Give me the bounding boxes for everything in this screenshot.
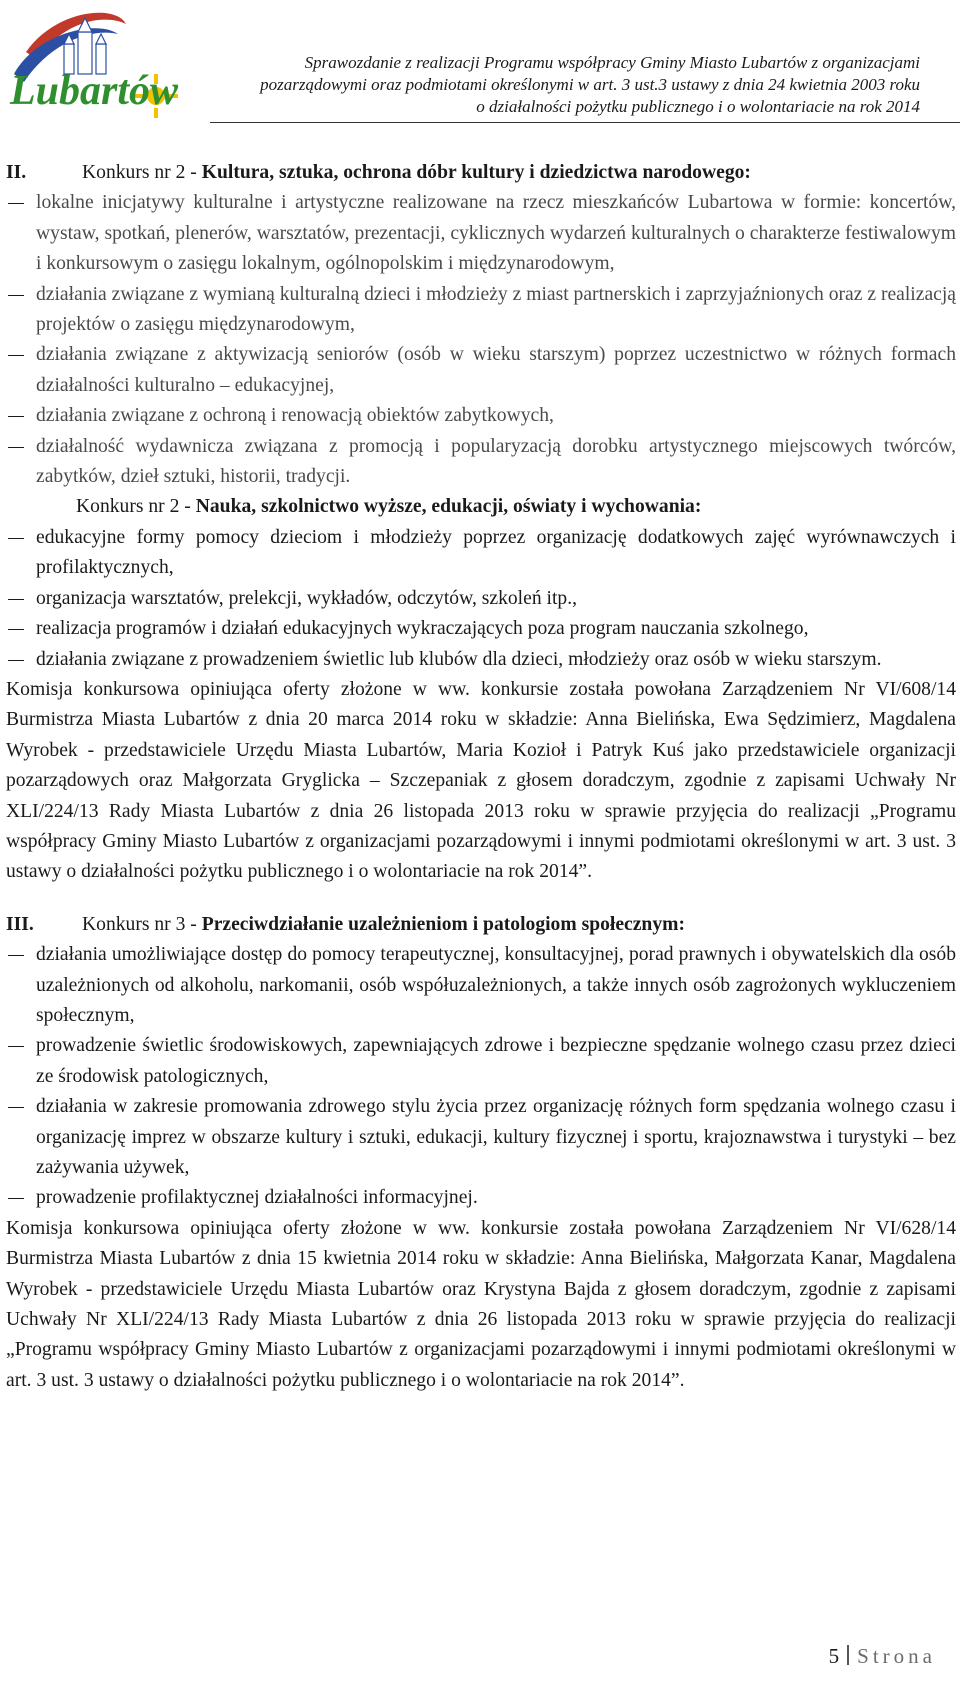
list-item: działania związane z prowadzeniem świetlic lub klubów dla dzieci, młodzieży oraz osób w wieku starszym. [6,645,956,675]
section-2-sub-title: Nauka, szkolnictwo wyższe, edukacji, oświaty i wychowania: [195,496,702,518]
list-item: działalność wydawnicza związana z promocją i popularyzacją dorobku artystycznego miejscowych twórców, zabytków, dzieł sztuki, historii, tradycji. [6,432,956,493]
section-3-number: III. [6,913,34,935]
section-2-heading [6,158,956,188]
section-3-commission-paragraph: Komisja konkursowa opiniująca oferty złożone w ww. konkursie została powołana Zarządzeniem Nr VI/628/14 Burmistrza Miasta Lubartów z dnia 15 kwietnia 2014 roku w składzie: Anna Bielińska, Małgorzata Kanar, Magdalena Wyrobek - przedstawiciele Urzędu Miasta Lubartów oraz Krystyna Bajda z głosem doradczym, zgodnie z zapisami Uchwały Nr XLI/224/13 Rady Miasta Lubartów z dnia 26 listopada 2013 roku w sprawie przyjęcia do realizacji „Programu współpracy Gminy Miasto Lubartów z organizacjami pozarządowymi i innymi podmiotami określonymi w art. 3 ust. 3 ustawy o działalności pożytku publicznego i o wolontariacie na rok 2014”. [6,1217,956,1391]
document-header [260,52,920,118]
list-item: lokalne inicjatywy kulturalne i artystyczne realizowane na rzecz mieszkańców Lubartowa w formie: koncertów, wystaw, spotkań, plenerów, warsztatów, prezentacji, cyklicznych wydarzeń kulturalnych o charakterze festiwalowym i konkursowym o zasięgu lokalnym, ogólnopolskim i międzynarodowym, [6,188,956,279]
lubartow-logo [6,4,206,122]
header-divider [210,122,960,123]
logo-text: Lubartów [10,68,179,114]
footer-separator [847,1645,849,1665]
list-item: edukacyjne formy pomocy dzieciom i młodzieży poprzez organizację dodatkowych zajęć wyrównawczych i profilaktycznych, [6,523,956,584]
list-item: realizacja programów i działań edukacyjnych wykraczających poza program nauczania szkolnego, [6,614,956,644]
list-item: działania w zakresie promowania zdrowego stylu życia przez organizację różnych form spędzania wolnego czasu i organizację imprez w obszarze kultury i sztuki, edukacji, kultury fizycznej i sportu, krajoznawstwa i turystyki – bez zażywania używek, [6,1092,956,1183]
section-2-commission-paragraph: Komisja konkursowa opiniująca oferty złożone w ww. konkursie została powołana Zarządzeniem Nr VI/608/14 Burmistrza Miasta Lubartów z dnia 20 marca 2014 roku w składzie: Anna Bielińska, Ewa Sędzimierz, Magdalena Wyrobek - przedstawiciele Urzędu Miasta Lubartów, Maria Kozioł i Patryk Kuś jako przedstawiciele organizacji pozarządowych oraz Małgorzata Gryglicka – Szczepaniak z głosem doradczym, zgodnie z zapisami Uchwały Nr XLI/224/13 Rady Miasta Lubartów z dnia 26 listopada 2013 roku w sprawie przyjęcia do realizacji „Programu współpracy Gminy Miasto Lubartów z organizacjami pozarządowymi i innymi podmiotami określonymi w art. 3 ust. 3 ustawy o działalności pożytku publicznego i o wolontariacie na rok 2014”. [6,678,956,883]
section-3-prefix: Konkurs nr 3 - [82,913,202,935]
section-2-sub-heading [6,492,956,522]
list-item: organizacja warsztatów, prelekcji, wykładów, odczytów, szkoleń itp., [6,584,956,614]
list-item: działania związane z wymianą kulturalną dzieci i młodzieży z miast partnerskich i zaprzyjaźnionych oraz z realizacją projektów o zasięgu międzynarodowym, [6,280,956,341]
list-item: działania umożliwiające dostęp do pomocy terapeutycznej, konsultacyjnej, porad prawnych i obywatelskich dla osób uzależnionych od alkoholu, narkomanii, osób współuzależnionych, a także innych osób zagrożonych wykluczeniem społecznym, [6,940,956,1031]
section-2-number: II. [6,162,27,183]
page-number: 5 [828,1644,844,1668]
section-2-sub-prefix: Konkurs nr 2 - [76,496,196,518]
section-2-title: Kultura, sztuka, ochrona dóbr kultury i dziedzictwa narodowego: [201,162,751,183]
header-line-2: pozarządowymi oraz podmiotami określonymi w art. 3 ust.3 ustawy z dnia 24 kwietnia 2003 roku [260,75,920,94]
list-item: prowadzenie profilaktycznej działalności informacyjnej. [6,1183,956,1213]
header-line-1: Sprawozdanie z realizacji Programu współpracy Gminy Miasto Lubartów z organizacjami [304,53,920,72]
section-3-list [6,940,956,1214]
page-label: Strona [857,1644,936,1668]
document-body [6,158,956,1396]
section-2-prefix: Konkurs nr 2 - [82,162,202,183]
section-3-heading [6,910,956,940]
header-line-3: o działalności pożytku publicznego i o wolontariacie na rok 2014 [476,97,920,116]
list-item: prowadzenie świetlic środowiskowych, zapewniających zdrowe i bezpieczne spędzanie wolnego czasu przez dzieci ze środowisk patologicznych, [6,1031,956,1092]
section-2-list [6,188,956,492]
list-item: działania związane z aktywizacją seniorów (osób w wieku starszym) poprzez uczestnictwo w różnych formach działalności kulturalno – edukacyjnej, [6,340,956,401]
list-item: działania związane z ochroną i renowacją obiektów zabytkowych, [6,401,956,431]
logo-emblem-icon [6,4,206,122]
section-2-sub-list [6,523,956,675]
page-footer [829,1644,936,1669]
section-3-title: Przeciwdziałanie uzależnieniom i patologiom społecznym: [201,913,685,935]
